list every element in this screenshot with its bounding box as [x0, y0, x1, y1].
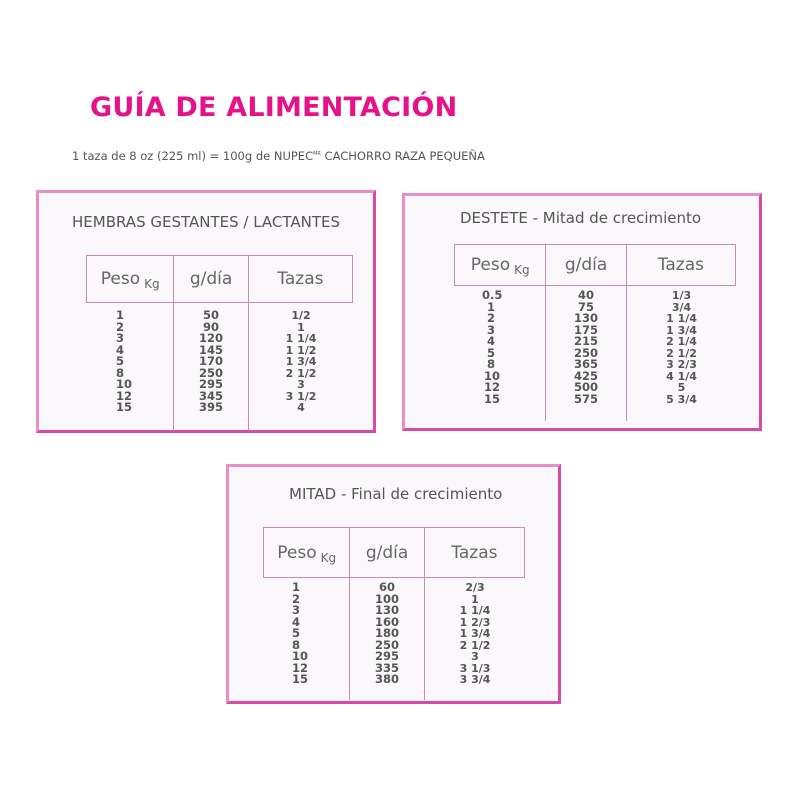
cell: 1/3	[671, 289, 692, 302]
cell: 1	[116, 308, 125, 322]
cell: 295	[374, 649, 399, 663]
cell: 1 1/4	[285, 332, 317, 345]
cell: 8	[487, 357, 496, 371]
cell: 15	[292, 672, 309, 686]
cell: 170	[198, 354, 223, 368]
cell: 425	[573, 368, 598, 383]
cell: 2	[487, 311, 496, 325]
cell: 345	[198, 388, 223, 403]
cell: 250	[374, 637, 399, 652]
header-peso: Peso Kg	[100, 269, 160, 291]
column-gdia	[545, 286, 626, 421]
column-tazas	[248, 303, 353, 431]
cell: 500	[573, 380, 598, 394]
cell: 1	[487, 299, 496, 314]
cell: 3/4	[671, 300, 692, 314]
header-peso: Peso Kg	[470, 255, 530, 277]
subtitle-text: 1 taza de 8 oz (225 ml) = 100g de NUPEC	[72, 149, 314, 163]
cell: 0.5	[482, 288, 503, 302]
cell: 50	[202, 308, 219, 322]
cell: 15	[484, 391, 501, 406]
cell: 12	[116, 388, 133, 403]
cell: 380	[374, 672, 399, 686]
cell: 40	[577, 288, 594, 302]
cell: 5 3/4	[666, 392, 697, 406]
cell: 335	[374, 660, 399, 675]
cell: 180	[374, 626, 399, 640]
cell: 60	[378, 580, 395, 594]
cell: 90	[202, 319, 219, 334]
cell: 1 3/4	[285, 355, 317, 368]
cell: 1	[292, 580, 301, 594]
cell: 120	[198, 331, 223, 345]
cell: 1 3/4	[459, 627, 491, 640]
cell: 2 1/2	[285, 366, 317, 380]
cell: 295	[198, 377, 223, 391]
cell: 3	[297, 378, 305, 391]
cell: 100	[374, 591, 399, 606]
cell: 2/3	[465, 581, 485, 594]
table-card-hembras	[36, 190, 376, 433]
cell: 4	[116, 342, 125, 357]
cell: 12	[484, 380, 501, 394]
cell: 250	[198, 365, 223, 380]
cell: 4	[487, 334, 496, 348]
cell: 10	[116, 377, 133, 391]
cell: 215	[573, 334, 598, 348]
column-peso	[263, 578, 349, 700]
cell: 2	[116, 319, 125, 334]
cell: 12	[292, 660, 309, 675]
cell: 1 1/2	[285, 343, 317, 357]
header-gdia: g/día	[173, 256, 247, 302]
cell: 15	[116, 400, 133, 414]
column-gdia	[173, 303, 248, 431]
column-peso	[454, 286, 545, 421]
header-tazas: Tazas	[424, 528, 524, 577]
cell: 145	[198, 342, 223, 357]
cell: 8	[292, 637, 301, 652]
header-gdia: g/día	[349, 528, 423, 577]
cell: 3 3/4	[459, 673, 491, 686]
cell: 1/2	[291, 309, 311, 322]
cell: 3 1/3	[459, 661, 491, 675]
cell: 3	[116, 331, 125, 345]
cell: 2 1/2	[666, 346, 697, 360]
cell: 2 1/4	[666, 335, 697, 348]
card-title: HEMBRAS GESTANTES / LACTANTES	[72, 213, 341, 231]
table-body	[86, 303, 353, 431]
cell: 1	[297, 320, 305, 334]
page-title: GUÍA DE ALIMENTACIÓN	[90, 92, 458, 123]
table-body	[263, 578, 525, 700]
table-card-mitad	[226, 464, 561, 704]
trademark-sup: MR	[313, 151, 321, 158]
cell: 10	[484, 368, 501, 383]
cell: 4 1/4	[666, 369, 697, 383]
cell: 2 1/2	[459, 638, 491, 652]
cell: 250	[573, 345, 598, 360]
header-gdia: g/día	[545, 245, 625, 285]
cell: 3 2/3	[666, 358, 697, 371]
header-peso: Peso Kg	[277, 542, 337, 565]
table-header	[454, 244, 736, 286]
cell: 1 3/4	[666, 323, 697, 337]
cell: 1 1/4	[459, 604, 491, 617]
cell: 5	[677, 381, 686, 394]
cell: 4	[297, 401, 305, 414]
cell: 130	[374, 603, 399, 617]
cell: 575	[573, 391, 598, 406]
table-card-destete	[402, 193, 762, 431]
cell: 5	[292, 626, 301, 640]
subtitle	[72, 149, 485, 163]
cell: 175	[573, 322, 598, 337]
cell: 395	[198, 400, 223, 414]
cell: 2	[292, 591, 301, 606]
header-tazas: Tazas	[248, 256, 352, 302]
cell: 75	[577, 299, 594, 314]
card-title: MITAD - Final de crecimiento	[289, 485, 503, 503]
cell: 1 1/4	[666, 312, 697, 325]
table-body	[454, 286, 736, 421]
column-gdia	[349, 578, 424, 700]
cell: 10	[292, 649, 309, 663]
cell: 3 1/2	[285, 389, 317, 403]
cell: 5	[487, 345, 496, 360]
cell: 160	[374, 614, 399, 629]
cell: 5	[116, 354, 125, 368]
cell: 1	[471, 592, 479, 606]
cell: 365	[573, 357, 598, 371]
subtitle-text-end: CACHORRO RAZA PEQUEÑA	[320, 149, 485, 163]
column-tazas	[626, 286, 736, 421]
cell: 3	[487, 322, 496, 337]
card-title: DESTETE - Mitad de crecimiento	[460, 209, 702, 227]
column-tazas	[424, 578, 525, 700]
column-peso	[86, 303, 173, 431]
cell: 130	[573, 311, 598, 325]
table-header	[263, 527, 525, 578]
cell: 1 2/3	[459, 615, 491, 629]
table-header	[86, 255, 353, 303]
cell: 3	[471, 650, 479, 663]
cell: 3	[292, 603, 301, 617]
cell: 8	[116, 365, 125, 380]
cell: 4	[292, 614, 301, 629]
header-tazas: Tazas	[626, 245, 735, 285]
